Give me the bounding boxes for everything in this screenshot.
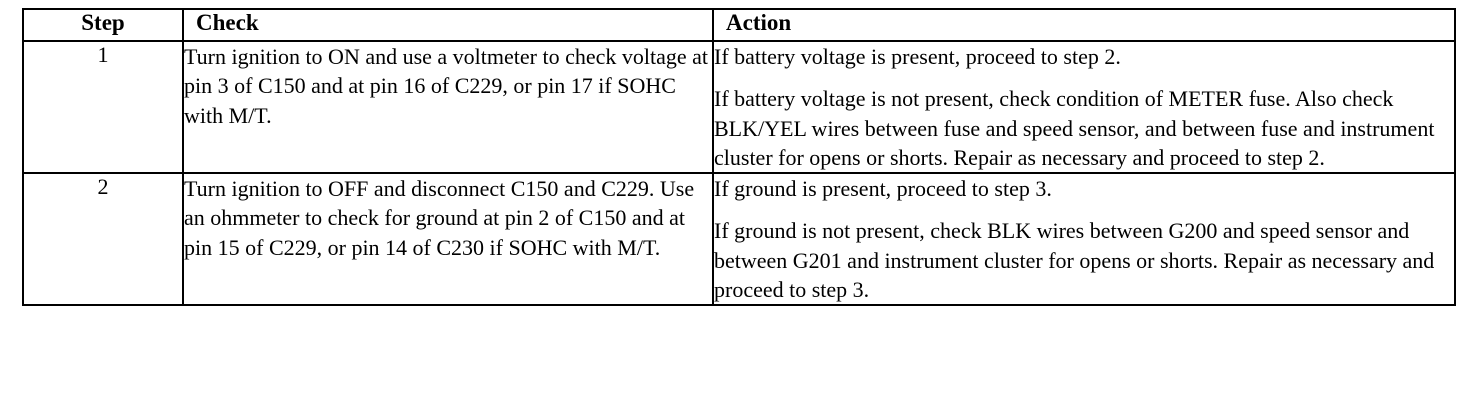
action-paragraph: If battery voltage is not present, check condition of METER fuse. Also check BLK/YEL wires between fuse and speed sensor, and between fuse and instrument cluster for opens or shorts. Repair as necessary and proceed to step 2. [714, 86, 1435, 170]
table-row [23, 173, 1455, 305]
check-paragraph: Turn ignition to OFF and disconnect C150 and C229. Use an ohmmeter to check for ground at pin 2 of C150 and at pin 15 of C229, or pin 14 of C230 if SOHC with M/T. [184, 176, 695, 260]
action-paragraph: If ground is present, proceed to step 3. [714, 176, 1052, 201]
cell-action-text [713, 173, 1455, 305]
check-paragraph: Turn ignition to ON and use a voltmeter to check voltage at pin 3 of C150 and at pin 16 of C229, or pin 17 if SOHC with M/T. [184, 44, 709, 128]
table-row [23, 41, 1455, 173]
column-header-step: Step [23, 9, 183, 41]
cell-check-text [183, 41, 713, 173]
diagnostic-procedure-table [22, 8, 1456, 306]
cell-step-number: 2 [23, 173, 183, 305]
cell-step-number: 1 [23, 41, 183, 173]
table-header [23, 9, 1455, 41]
table-header-row [23, 9, 1455, 41]
action-paragraph: If battery voltage is present, proceed to step 2. [714, 44, 1121, 69]
column-header-check: Check [183, 9, 713, 41]
cell-check-text [183, 173, 713, 305]
cell-action-text [713, 41, 1455, 173]
table-body [23, 41, 1455, 305]
action-paragraph: If ground is not present, check BLK wires between G200 and speed sensor and between G201 and instrument cluster for opens or shorts. Repair as necessary and proceed to step 3. [714, 218, 1435, 302]
column-header-action: Action [713, 9, 1455, 41]
